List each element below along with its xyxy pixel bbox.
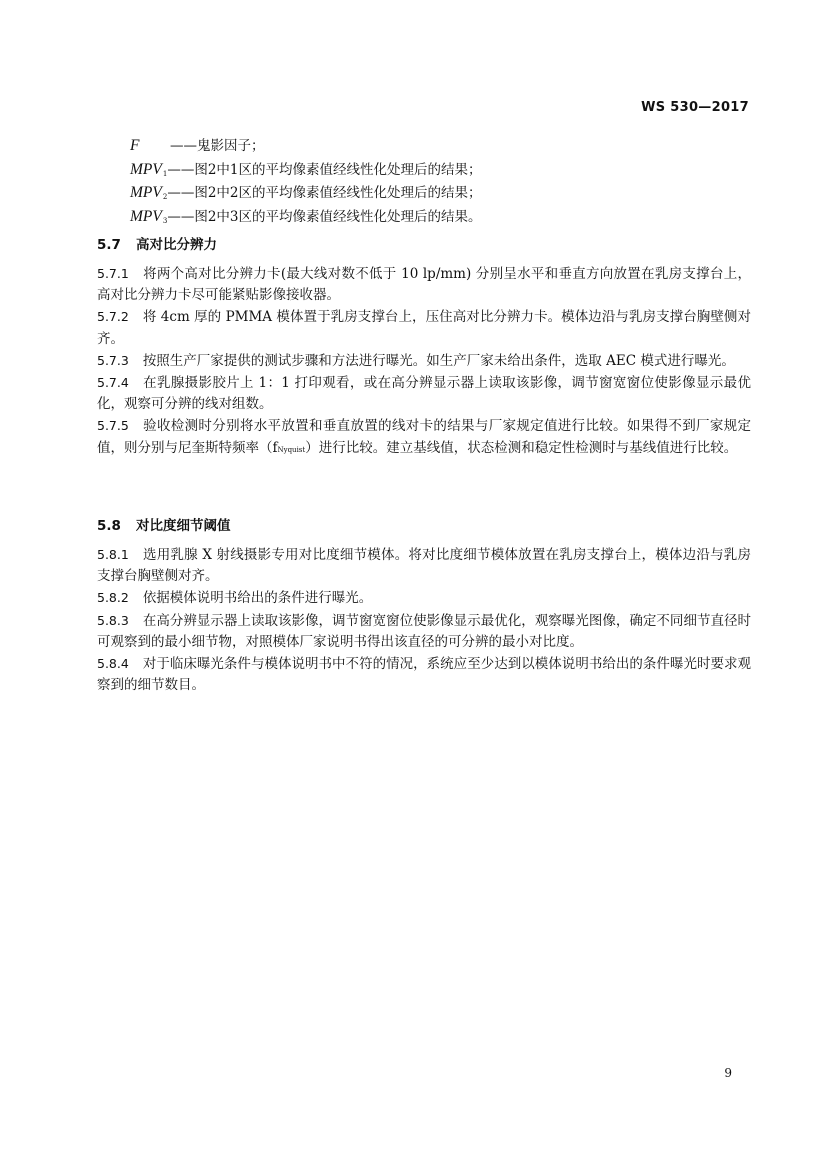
section-5-8-body xyxy=(97,544,751,696)
symbol-subscript: 3 xyxy=(162,216,168,225)
clause-text: 在乳腺摄影胶片上 1：1 打印观看，或在高分辨显示器上读取该影像，调节窗宽窗位使影像显示最优化，观察可分辨的线对组数。 xyxy=(97,375,751,413)
symbol-mpv: MPV xyxy=(130,160,162,178)
section-number: 5.8 xyxy=(97,518,121,534)
section-5-7-body xyxy=(97,263,751,461)
section-heading-5-7 xyxy=(97,233,217,253)
clause-5-8-1 xyxy=(97,544,751,587)
definition-text: ——图2中1区的平均像素值经线性化处理后的结果； xyxy=(167,161,482,178)
definition-text: ——图2中3区的平均像素值经线性化处理后的结果。 xyxy=(167,208,482,225)
clause-5-8-3 xyxy=(97,610,751,653)
clause-5-7-3 xyxy=(97,350,751,372)
clause-text: 将 4cm 厚的 PMMA 模体置于乳房支撑台上，压住高对比分辨力卡。模体边沿与乳房支撑台胸壁侧对齐。 xyxy=(97,309,751,347)
clause-5-7-5 xyxy=(97,415,751,460)
section-heading-5-8 xyxy=(97,514,231,534)
nyquist-subscript: Nyquist xyxy=(277,445,306,454)
clause-text: 依据模体说明书给出的条件进行曝光。 xyxy=(142,590,373,607)
symbol-f: F xyxy=(130,137,140,154)
clause-number: 5.7.4 xyxy=(97,375,129,391)
clause-text: 对于临床曝光条件与模体说明书中不符的情况，系统应至少达到以模体说明书给出的条件曝光时要求观察到的细节数目。 xyxy=(97,656,751,694)
definition-row-mpv1 xyxy=(130,158,482,182)
clause-5-7-4 xyxy=(97,372,751,415)
symbol-subscript: 1 xyxy=(162,169,168,178)
symbol-mpv: MPV xyxy=(130,184,162,201)
definition-row-mpv3 xyxy=(130,205,482,229)
definition-text: ——鬼影因子； xyxy=(170,138,265,154)
clause-5-8-4 xyxy=(97,653,751,696)
symbol-subscript: 2 xyxy=(162,193,168,201)
clause-text-b: ）进行比较。建立基线值，状态检测和稳定性检测时与基线值进行比较。 xyxy=(305,439,738,456)
clause-number: 5.7.5 xyxy=(97,418,129,434)
clause-number: 5.7.1 xyxy=(97,266,129,281)
section-number: 5.7 xyxy=(97,237,121,253)
clause-text: 将两个高对比分辨力卡(最大线对数不低于 10 lp/mm) 分别呈水平和垂直方向放置在乳房支撑台上，高对比分辨力卡尽可能紧贴影像接收器。 xyxy=(97,266,751,304)
definition-text: ——图2中2区的平均像素值经线性化处理后的结果； xyxy=(167,185,482,201)
document-code: WS 530—2017 xyxy=(641,100,749,115)
clause-number: 5.8.4 xyxy=(97,656,129,672)
clause-text: 在高分辨显示器上读取该影像，调节窗宽窗位使影像显示最优化，观察曝光图像，确定不同细节直径时可观察到的最小细节物，对照模体厂家说明书得出该直径的可分辨的最小对比度。 xyxy=(97,612,751,650)
definition-row-f xyxy=(130,134,482,158)
clause-text-a: 验收检测时分别将水平放置和垂直放置的线对卡的结果与厂家规定值进行比较。如果得不到厂家规定值，则分别与尼奎斯特频率（f xyxy=(97,418,751,456)
clause-text: 按照生产厂家提供的测试步骤和方法进行曝光。如生产厂家未给出条件，选取 AEC 模式进行曝光。 xyxy=(142,352,735,369)
section-title: 高对比分辨力 xyxy=(136,237,217,253)
clause-number: 5.8.1 xyxy=(97,547,129,562)
definition-row-mpv2 xyxy=(130,181,482,205)
clause-5-7-2 xyxy=(97,306,751,349)
clause-number: 5.8.3 xyxy=(97,612,129,628)
clause-number: 5.8.2 xyxy=(97,590,129,606)
clause-number: 5.7.2 xyxy=(97,309,129,325)
clause-5-7-1 xyxy=(97,263,751,306)
section-title: 对比度细节阈值 xyxy=(136,518,231,534)
symbol-definitions xyxy=(130,134,482,228)
clause-5-8-2 xyxy=(97,587,751,609)
clause-text: 选用乳腺 X 射线摄影专用对比度细节模体。将对比度细节模体放置在乳房支撑台上，模体边沿与乳房支撑台胸壁侧对齐。 xyxy=(97,547,751,585)
symbol-mpv: MPV xyxy=(130,207,162,225)
page-number: 9 xyxy=(724,1066,732,1080)
clause-number: 5.7.3 xyxy=(97,352,129,368)
